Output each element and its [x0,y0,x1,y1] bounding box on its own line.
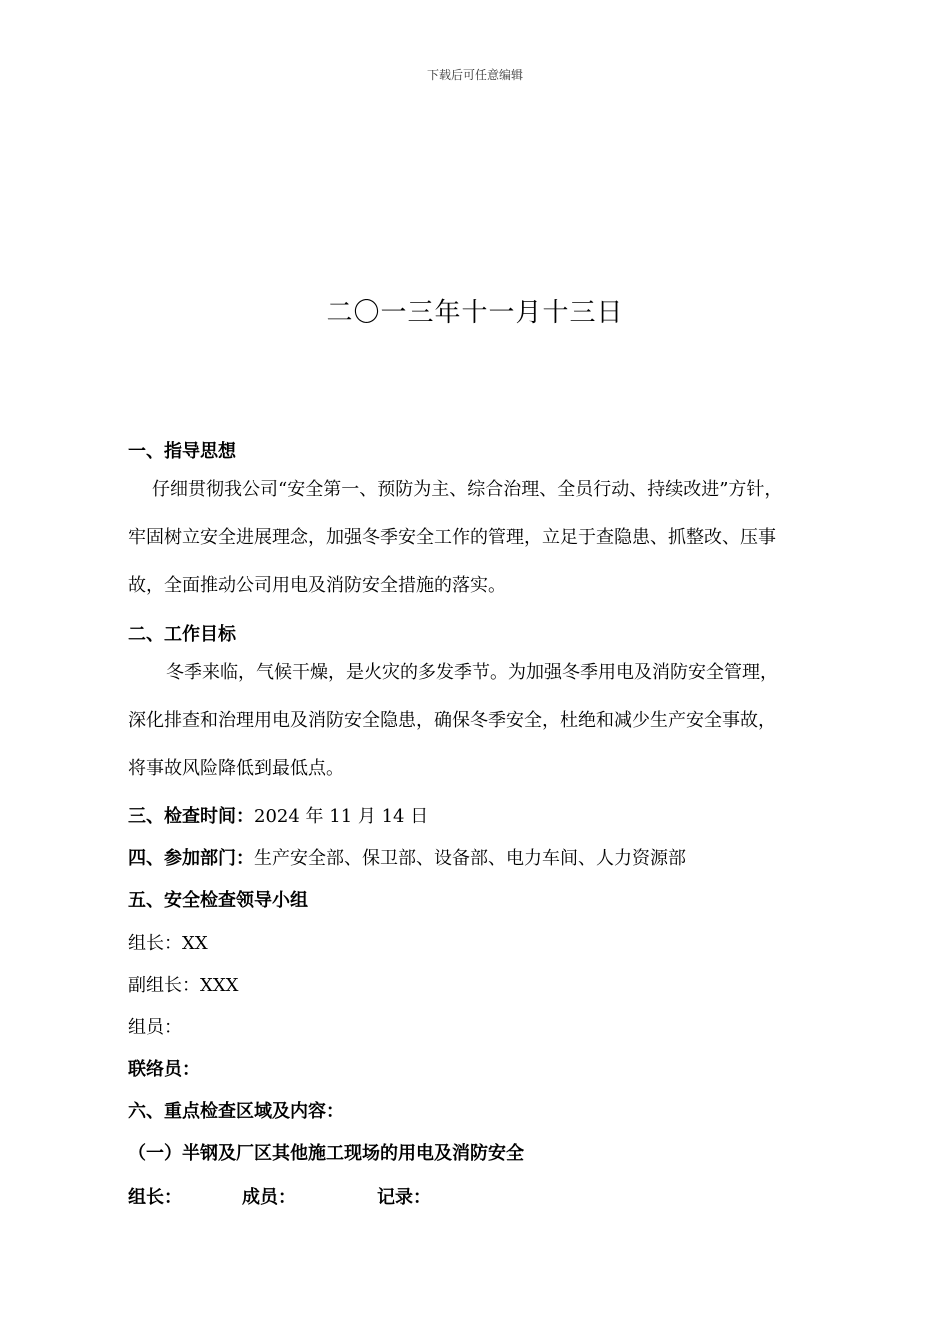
role-leader: 组长： [128,1187,182,1208]
section2-line: 将事故风险降低到最低点。 [128,758,344,779]
section3-line [128,802,428,828]
group-members: 组员： [128,1017,182,1038]
document-date: 二〇一三年十一月十三日 [326,298,624,328]
section2-line: 深化排查和治理用电及消防安全隐患，确保冬季安全，杜绝和减少生产安全事故， [128,710,776,731]
section5-heading: 五、安全检查领导小组 [128,890,308,911]
section1-paragraph [128,466,838,610]
header-note: 下载后可任意编辑 [426,68,523,82]
group-leader: 组长：XX [128,933,208,954]
section3-label: 三、检查时间： [128,806,254,827]
section3-value: 2024 年 11 月 14 日 [254,806,429,827]
section1-heading: 一、指导思想 [128,441,236,462]
deputy-leader: 副组长：XXX [128,975,239,996]
section1-line: 仔细贯彻我公司“安全第一、预防为主、综合治理、全员行动、持续改进”方针， [152,479,783,500]
role-member: 成员： [242,1187,296,1208]
role-recorder: 记录： [377,1187,431,1208]
section1-line: 牢固树立安全进展理念，加强冬季安全工作的管理，立足于查隐患、抓整改、压事 [128,527,776,548]
section2-heading: 二、工作目标 [128,624,236,645]
section4-value: 生产安全部、保卫部、设备部、电力车间、人力资源部 [254,848,686,869]
section2-paragraph [128,649,838,793]
liaison: 联络员： [128,1059,200,1080]
section4-label: 四、参加部门： [128,848,254,869]
section2-line: 冬季来临，气候干燥，是火灾的多发季节。为加强冬季用电及消防安全管理， [166,662,778,683]
section1-line: 故，全面推动公司用电及消防安全措施的落实。 [128,575,506,596]
section6-sub1: （一）半钢及厂区其他施工现场的用电及消防安全 [128,1143,524,1164]
section4-line [128,844,686,870]
section6-heading: 六、重点检查区域及内容： [128,1101,344,1122]
